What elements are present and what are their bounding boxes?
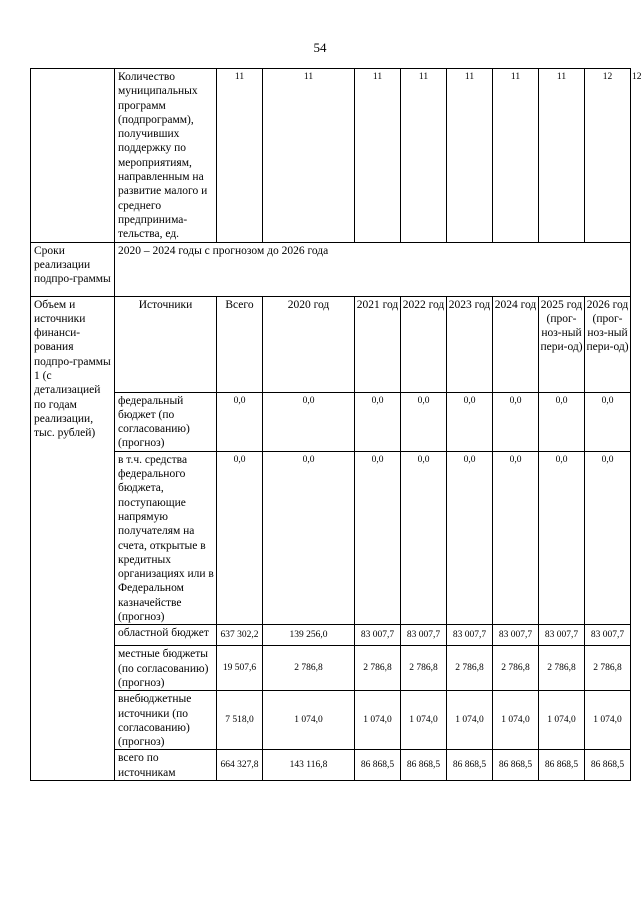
finance-value: 0,0 — [263, 392, 355, 451]
finance-value: 86 868,5 — [355, 750, 401, 781]
passport-table — [30, 68, 642, 781]
finance-value: 83 007,7 — [401, 625, 447, 646]
source-label: в т.ч. средства федерального бюджета, поступающие напрямую получателям на счета, открытые в кредитных организациях или в Федеральном казначействе (прогноз) — [115, 451, 217, 625]
table-row — [31, 691, 631, 750]
indicator-value: 11 — [263, 69, 355, 243]
finance-value: 7 518,0 — [217, 691, 263, 750]
finance-value: 83 007,7 — [493, 625, 539, 646]
finance-value: 0,0 — [401, 451, 447, 625]
indicator-value: 11 — [401, 69, 447, 243]
page-number: 54 — [313, 40, 327, 55]
finance-value: 83 007,7 — [585, 625, 631, 646]
indicator-value: 12 — [585, 69, 631, 243]
finance-value: 1 074,0 — [401, 691, 447, 750]
finance-value: 1 074,0 — [539, 691, 585, 750]
finance-value: 637 302,2 — [217, 625, 263, 646]
table-row — [31, 451, 631, 625]
finance-value: 2 786,8 — [263, 646, 355, 691]
finance-value: 1 074,0 — [493, 691, 539, 750]
terms-text: 2020 – 2024 годы с прогнозом до 2026 года — [115, 242, 631, 296]
finance-value: 86 868,5 — [493, 750, 539, 781]
finance-value: 0,0 — [539, 451, 585, 625]
finance-value: 2 786,8 — [401, 646, 447, 691]
column-header: 2024 год — [493, 296, 539, 392]
column-header: 2023 год — [447, 296, 493, 392]
finance-value: 0,0 — [401, 392, 447, 451]
finance-value: 2 786,8 — [447, 646, 493, 691]
finance-value: 0,0 — [585, 451, 631, 625]
finance-value: 86 868,5 — [447, 750, 493, 781]
finance-value: 0,0 — [447, 451, 493, 625]
source-label: местные бюджеты (по согласованию) (прогноз) — [115, 646, 217, 691]
table-row — [31, 750, 631, 781]
source-label: областной бюджет — [115, 625, 217, 646]
finance-value: 2 786,8 — [539, 646, 585, 691]
column-header: 2020 год — [263, 296, 355, 392]
finance-value: 0,0 — [263, 451, 355, 625]
table-row — [31, 646, 631, 691]
finance-value: 0,0 — [217, 451, 263, 625]
finance-value: 2 786,8 — [585, 646, 631, 691]
finance-value: 2 786,8 — [493, 646, 539, 691]
table-row — [31, 296, 631, 392]
empty-label-cell — [31, 69, 115, 243]
finance-value: 0,0 — [585, 392, 631, 451]
indicator-value: 11 — [493, 69, 539, 243]
finance-value: 0,0 — [355, 451, 401, 625]
finance-value: 83 007,7 — [539, 625, 585, 646]
finance-value: 143 116,8 — [263, 750, 355, 781]
source-label: внебюджетные источники (по согласованию) (прогноз) — [115, 691, 217, 750]
finance-value: 1 074,0 — [355, 691, 401, 750]
finance-value: 1 074,0 — [263, 691, 355, 750]
table-row — [31, 625, 631, 646]
indicator-value: 11 — [355, 69, 401, 243]
column-header: 2022 год — [401, 296, 447, 392]
indicator-label: Количество муниципальных программ (подпрограмм), получивших поддержку по мероприятиям, направленным на развитие малого и среднего предпринима-тельства, ед. — [115, 69, 217, 243]
finance-value: 86 868,5 — [401, 750, 447, 781]
indicator-value: 11 — [447, 69, 493, 243]
table-row — [31, 242, 631, 296]
finance-value: 1 074,0 — [447, 691, 493, 750]
column-header: 2026 год (прог-ноз-ный пери-од) — [585, 296, 631, 392]
finance-value: 0,0 — [217, 392, 263, 451]
source-label: федеральный бюджет (по согласованию) (прогноз) — [115, 392, 217, 451]
finance-value: 19 507,6 — [217, 646, 263, 691]
indicator-value: 11 — [217, 69, 263, 243]
table-row — [31, 392, 631, 451]
terms-label: Сроки реализации подпро-граммы — [31, 242, 115, 296]
finance-label: Объем и источники финанси-рования подпро-граммы 1 (с детализацией по годам реализации, тыс. рублей) — [31, 296, 115, 780]
column-header: Источники — [115, 296, 217, 392]
column-header: Всего — [217, 296, 263, 392]
finance-value: 139 256,0 — [263, 625, 355, 646]
finance-value: 86 868,5 — [585, 750, 631, 781]
finance-value: 1 074,0 — [585, 691, 631, 750]
finance-value: 0,0 — [493, 451, 539, 625]
finance-value: 0,0 — [355, 392, 401, 451]
column-header: 2021 год — [355, 296, 401, 392]
finance-value: 83 007,7 — [447, 625, 493, 646]
column-header: 2025 год (прог-ноз-ный пери-од) — [539, 296, 585, 392]
source-label: всего по источникам — [115, 750, 217, 781]
finance-value: 0,0 — [447, 392, 493, 451]
finance-value: 83 007,7 — [355, 625, 401, 646]
table-row: Количество муниципальных программ (подпрограмм), получивших поддержку по мероприятиям, направленным на развитие малого и среднего предпринима-тельства, ед. 11 11 11 11 11 11 11 12 12 — [31, 69, 631, 243]
finance-value: 86 868,5 — [539, 750, 585, 781]
finance-value: 0,0 — [539, 392, 585, 451]
finance-value: 0,0 — [493, 392, 539, 451]
finance-value: 2 786,8 — [355, 646, 401, 691]
finance-value: 664 327,8 — [217, 750, 263, 781]
indicator-value: 11 — [539, 69, 585, 243]
